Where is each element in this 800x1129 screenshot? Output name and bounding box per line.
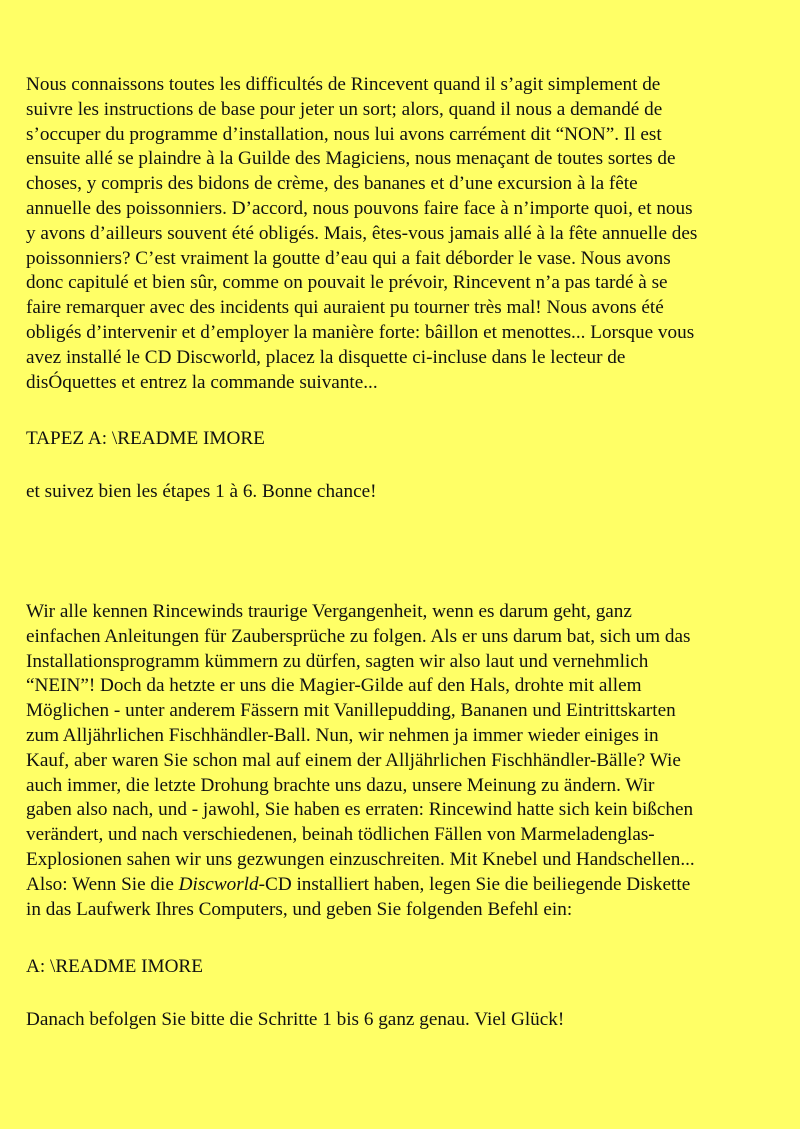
discworld-title: Discworld xyxy=(178,873,259,895)
french-paragraph xyxy=(26,73,796,395)
text-line: “NEIN”! Doch da hetzte er uns die Magier-Gilde auf den Hals, drohte mit allem xyxy=(26,675,642,697)
text-segment: Also: Wenn Sie die xyxy=(26,873,179,895)
text-line: obligés d’intervenir et d’employer la manière forte: bâillon et menottes... Lorsque vous xyxy=(26,321,695,343)
text-segment: -CD installiert haben, legen Sie die beiliegende Diskette xyxy=(258,873,691,895)
text-line-with-italic xyxy=(26,873,796,898)
french-command: TAPEZ A: \README IMORE xyxy=(26,428,265,449)
text-line: choses, y compris des bidons de crème, des bananes et d’une excursion à la fête xyxy=(26,173,638,195)
text-line: verändert, und nach verschiedenen, beinah tödlichen Fällen von Marmeladenglas- xyxy=(26,824,655,846)
text-line: zum Alljährlichen Fischhändler-Ball. Nun, wir nehmen ja immer wieder einiges in xyxy=(26,724,659,746)
text-line: faire remarquer avec des incidents qui auraient pu tourner très mal! Nous avons été xyxy=(26,297,664,319)
french-closing: et suivez bien les étapes 1 à 6. Bonne chance! xyxy=(26,481,377,502)
text-line: Möglichen - unter anderem Fässern mit Vanillepudding, Bananen und Eintrittskarten xyxy=(26,700,676,722)
text-line: einfachen Anleitungen für Zaubersprüche zu folgen. Als er uns darum bat, sich um das xyxy=(26,625,691,647)
text-line: donc capitulé et bien sûr, comme on pouvait le prévoir, Rincevent n’a pas tardé à se xyxy=(26,272,668,294)
text-line: s’occuper du programme d’installation, nous lui avons carrément dit “NON”. Il est xyxy=(26,123,662,145)
german-paragraph xyxy=(26,600,796,922)
text-line: Installationsprogramm kümmern zu dürfen, sagten wir also laut und vernehmlich xyxy=(26,650,649,672)
text-line: disÓquettes et entrez la commande suivante... xyxy=(26,371,378,393)
german-command: A: \README IMORE xyxy=(26,956,203,977)
text-line: annuelle des poissonniers. D’accord, nous pouvons faire face à n’importe quoi, et nous xyxy=(26,197,693,219)
text-line: gaben also nach, und - jawohl, Sie haben es erraten: Rincewind hatte sich kein bißchen xyxy=(26,799,694,821)
text-line: Kauf, aber waren Sie schon mal auf einem der Alljährlichen Fischhändler-Bälle? Wie xyxy=(26,749,681,771)
text-line: ensuite allé se plaindre à la Guilde des Magiciens, nous menaçant de toutes sortes de xyxy=(26,148,676,170)
text-line: Nous connaissons toutes les difficultés de Rincevent quand il s’agit simplement de xyxy=(26,74,661,95)
german-closing: Danach befolgen Sie bitte die Schritte 1 bis 6 ganz genau. Viel Glück! xyxy=(26,1009,565,1030)
text-line: suivre les instructions de base pour jeter un sort; alors, quand il nous a demandé de xyxy=(26,98,663,120)
text-line: Wir alle kennen Rincewinds traurige Vergangenheit, wenn es darum geht, ganz xyxy=(26,601,632,622)
text-line: Explosionen sahen wir uns gezwungen einzuschreiten. Mit Knebel und Handschellen... xyxy=(26,848,695,870)
text-line: y avons d’ailleurs souvent été obligés. Mais, êtes-vous jamais allé à la fête annuelle des xyxy=(26,222,698,244)
text-line: in das Laufwerk Ihres Computers, und geben Sie folgenden Befehl ein: xyxy=(26,898,573,920)
text-line: poissonniers? C’est vraiment la goutte d’eau qui a fait déborder le vase. Nous avons xyxy=(26,247,671,269)
text-line: auch immer, die letzte Drohung brachte uns dazu, unsere Meinung zu ändern. Wir xyxy=(26,774,655,796)
text-line: avez installé le CD Discworld, placez la disquette ci-incluse dans le lecteur de xyxy=(26,346,626,368)
